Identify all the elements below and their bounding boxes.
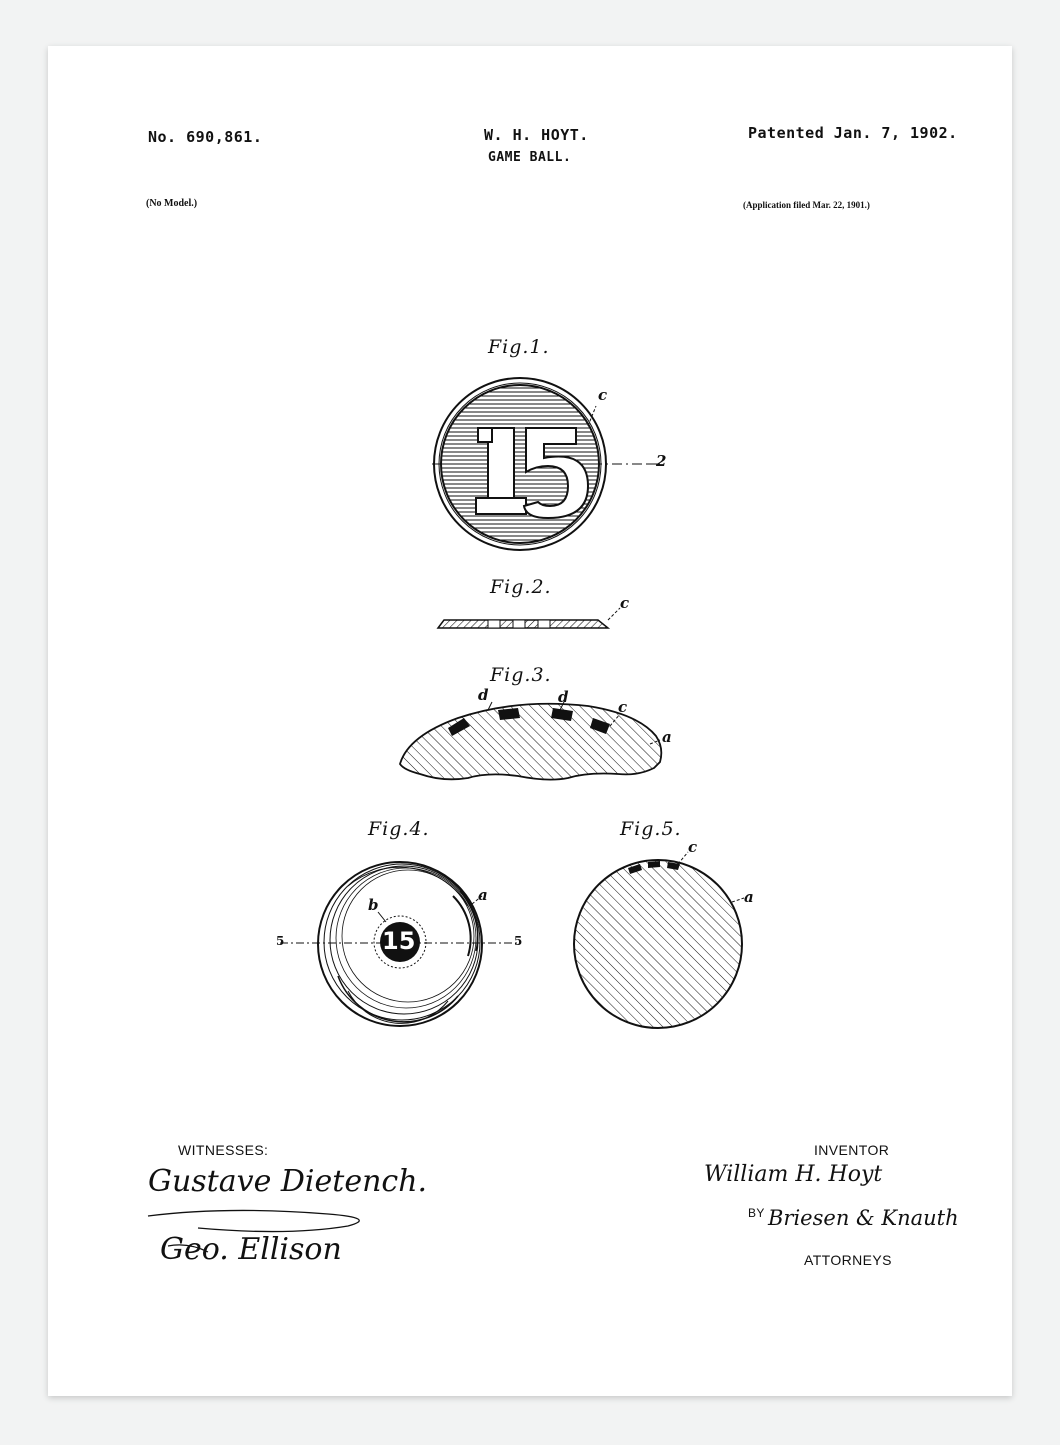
- witness-signature-1: Gustave Dietench.: [148, 1164, 428, 1199]
- fig3-ref-d1: d: [478, 686, 489, 704]
- fig2-label: Fig.2.: [490, 576, 552, 598]
- fig1-number: [484, 422, 604, 522]
- fig3-ref-a: a: [662, 728, 672, 746]
- patent-sheet: [48, 46, 1012, 1396]
- fig3-ref-d2: d: [558, 688, 569, 706]
- model-note: (No Model.): [146, 198, 198, 209]
- witness-signature-2: Geo. Ellison: [160, 1232, 342, 1267]
- fig3-label: Fig.3.: [490, 664, 552, 686]
- inventor-signature: William H. Hoyt: [704, 1162, 883, 1187]
- fig4-ref-5-right: 5: [514, 934, 523, 948]
- fig4-ref-a: a: [478, 886, 488, 904]
- witnesses-label: WITNESSES:: [178, 1142, 269, 1158]
- patent-title: GAME BALL.: [488, 150, 572, 165]
- figure-2: [438, 608, 620, 628]
- fig1-label: Fig.1.: [488, 336, 550, 358]
- inventor-label: INVENTOR: [814, 1142, 890, 1158]
- fig4-ref-b: b: [368, 896, 379, 914]
- fig5-label: Fig.5.: [620, 818, 682, 840]
- fig4-ref-5-left: 5: [276, 934, 285, 948]
- attorneys-signature: Briesen & Knauth: [768, 1206, 959, 1230]
- fig4-label: Fig.4.: [368, 818, 430, 840]
- figure-5: [574, 852, 744, 1028]
- witness-flourish: [148, 1210, 359, 1231]
- attorneys-label: ATTORNEYS: [804, 1252, 892, 1268]
- fig1-ref-c: c: [598, 386, 608, 404]
- fig3-ref-c: c: [618, 698, 628, 716]
- patent-date: Patented Jan. 7, 1902.: [748, 124, 958, 142]
- fig4-number: 15: [382, 927, 416, 955]
- application-note: (Application filed Mar. 22, 1901.): [743, 200, 870, 210]
- fig5-ref-c: c: [688, 838, 698, 856]
- fig1-ref-2: 2: [656, 452, 667, 470]
- fig2-ref-c: c: [620, 594, 630, 612]
- fig5-ref-a: a: [744, 888, 754, 906]
- patent-number: No. 690,861.: [148, 128, 263, 146]
- inventor-name: W. H. HOYT.: [484, 126, 589, 144]
- by-label: BY: [748, 1206, 765, 1220]
